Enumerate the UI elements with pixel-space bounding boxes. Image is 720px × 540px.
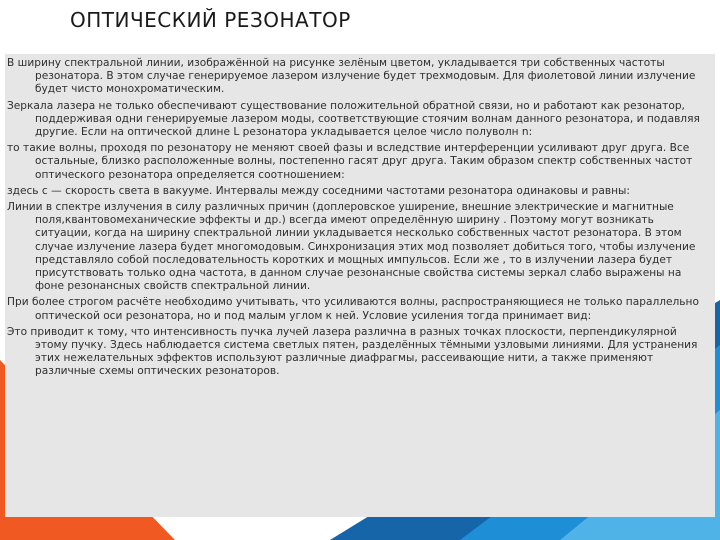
paragraph-6: При более строгом расчёте необходимо учитывать, что усиливаются волны, распространяющиеся не только параллельно оптической оси резонатора, но и под малым углом к ней. Условие усиления тогда принимает вид: xyxy=(7,296,699,322)
paragraph-7: Это приводит к тому, что интенсивность пучка лучей лазера различна в разных точках плоскости, перпендикулярной этому пучку. Здесь наблюдается система светлых пятен, разделённых тёмными узловыми линиями. Для устранения этих нежелательных эффектов используют различные диафрагмы, рассеивающие нити, а также применяют различные схемы оптических резонаторов. xyxy=(7,325,698,378)
paragraph-1: В ширину спектральной линии, изображённой на рисунке зелёным цветом, укладывается три собственных частоты резонатора. В этом случае генерируемое лазером излучение будет трехмодовым. Для фиолетовой линии излучение будет чисто монохроматическим. xyxy=(7,57,696,96)
paragraph-2: Зеркала лазера не только обеспечивают существование положительной обратной связи, но и работают как резонатор, поддерживая одни генерируемые лазером моды, соответствующие стоячим волнам данного резонатора, и подавляя другие. Если на оптической длине L резонатора укладывается целое число полуволн n: xyxy=(7,99,700,139)
paragraph-3: то такие волны, проходя по резонатору не меняют своей фазы и вследствие интерференции усиливают друг друга. Все остальные, близко расположенные волны, постепенно гасят друг друга. Таким образом спектр собственных частот оптического резонатора определяется соотношением: xyxy=(7,142,693,181)
text-body xyxy=(7,57,710,382)
paragraph-4: здесь c — скорость света в вакууме. Интервалы между соседними частотами резонатора одинаковы и равны: xyxy=(7,184,630,197)
slide-title: ОПТИЧЕСКИЙ РЕЗОНАТОР xyxy=(70,8,351,32)
paragraph-5: Линии в спектре излучения в силу различных причин (доплеровское уширение, внешние электрические и магнитные поля,квантовомеханические эффекты и др.) всегда имеют определённую ширину . Поэтому могут возникать ситуации, когда на ширину спектральной линии укладывается несколько собственных частот резонатора. В этом случае излучение лазера будет многомодовым. Синхронизация этих мод позволяет добиться того, чтобы излучение представляло собой последовательность коротких и мощных импульсов. Если же , то в излучении лазера будет присутствовать только одна частота, в данном случае резонансные свойства системы зеркал слабо выражены на фоне резонансных свойств спектральной линии. xyxy=(7,201,696,293)
